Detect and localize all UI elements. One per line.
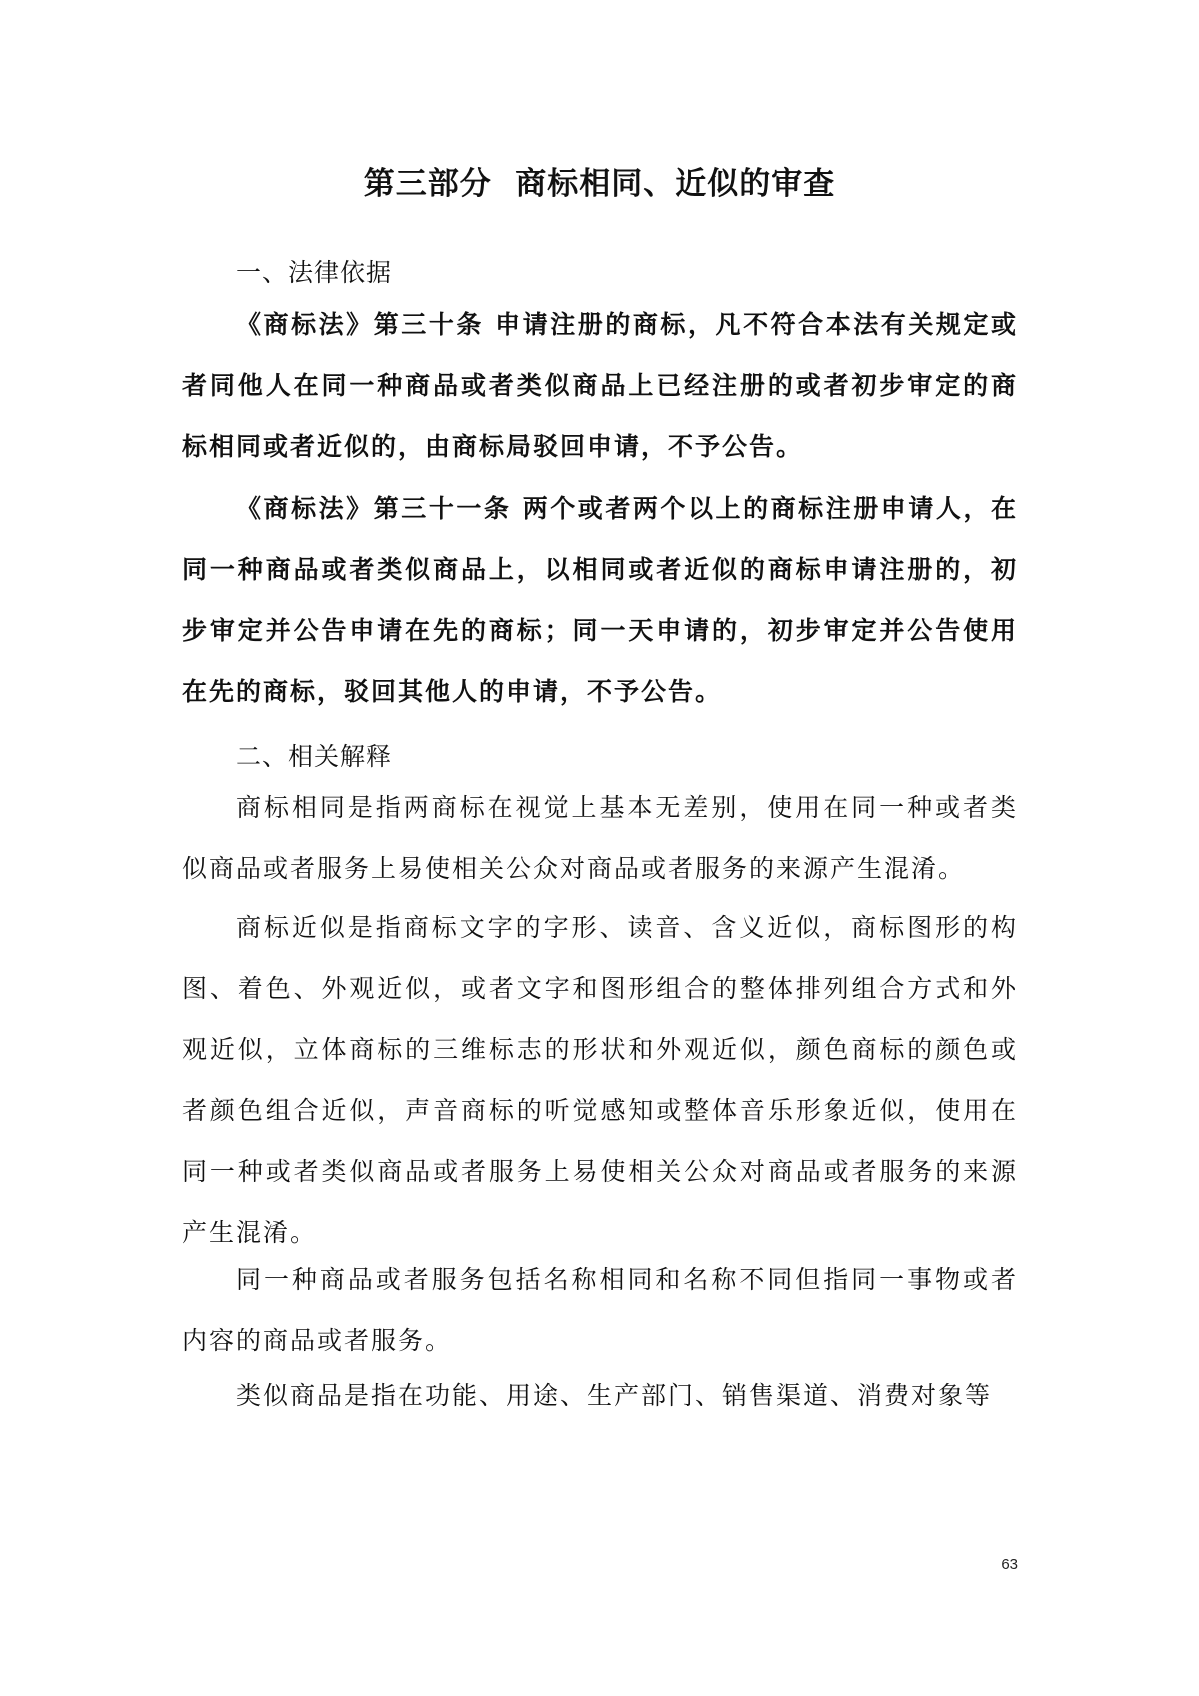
section-heading-legal-basis: 一、法律依据 bbox=[236, 258, 393, 287]
legal-article-30-paragraph: 《商标法》第三十条 申请注册的商标，凡不符合本法有关规定或者同他人在同一种商品或者类似商品上已经注册的或者初步审定的商标相同或者近似的，由商标局驳回申请，不予公告。 bbox=[182, 310, 1018, 461]
section-heading-related-interpretation: 二、相关解释 bbox=[236, 742, 393, 771]
page-title: 第三部分 商标相同、近似的审查 bbox=[363, 166, 836, 202]
legal-article-31-paragraph: 《商标法》第三十一条 两个或者两个以上的商标注册申请人，在同一种商品或者类似商品上，以相同或者近似的商标申请注册的，初步审定并公告申请在先的商标；同一天申请的，初步审定并公告使用在先的商标，驳回其他人的申请，不予公告。 bbox=[182, 494, 1018, 706]
similar-goods-paragraph: 类似商品是指在功能、用途、生产部门、销售渠道、消费对象等 bbox=[236, 1381, 993, 1410]
similar-trademark-paragraph: 商标近似是指商标文字的字形、读音、含义近似，商标图形的构图、着色、外观近似，或者文字和图形组合的整体排列组合方式和外观近似，立体商标的三维标志的形状和外观近似，颜色商标的颜色或者颜色组合近似，声音商标的听觉感知或整体音乐形象近似，使用在同一种或者类似商品或者服务上易使相关公众对商品或者服务的来源产生混淆。 bbox=[182, 913, 1018, 1247]
same-trademark-paragraph: 商标相同是指两商标在视觉上基本无差别，使用在同一种或者类似商品或者服务上易使相关公众对商品或者服务的来源产生混淆。 bbox=[182, 793, 1018, 883]
same-goods-services-paragraph: 同一种商品或者服务包括名称相同和名称不同但指同一事物或者内容的商品或者服务。 bbox=[182, 1265, 1018, 1355]
page-number: 63 bbox=[1001, 1556, 1018, 1573]
